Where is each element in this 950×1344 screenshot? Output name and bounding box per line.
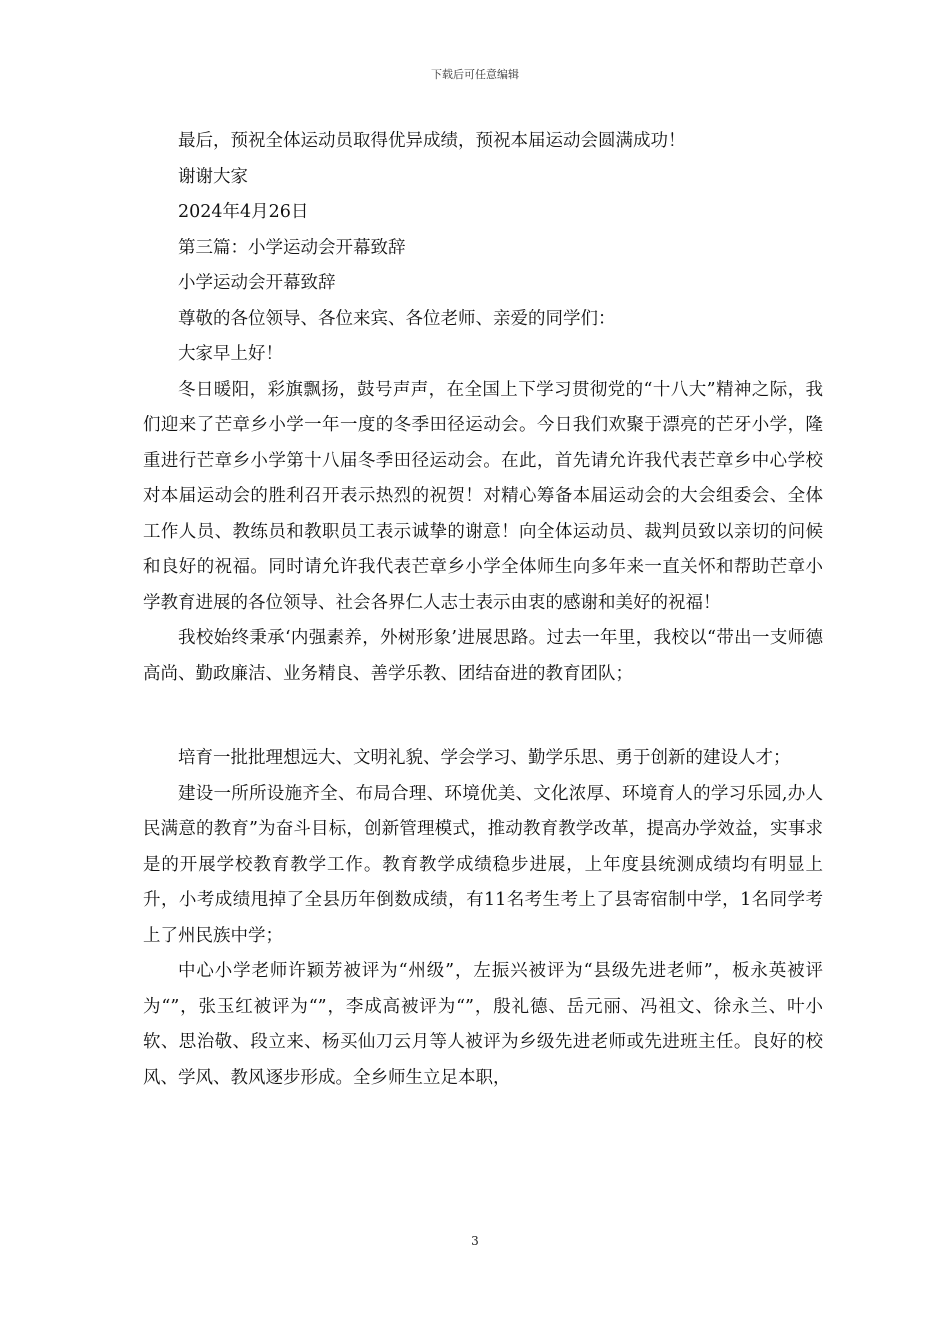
page-header-note: 下载后可任意编辑 [431, 68, 519, 81]
body-paragraph: 我校始终秉承‘内强素养，外树形象’进展思路。过去一年里，我校以“带出一支师德高尚、勤政廉洁、业务精良、善学乐教、团结奋进的教育团队； [143, 628, 823, 684]
document-body [143, 124, 823, 1096]
body-paragraph: 培育一批批理想远大、文明礼貌、学会学习、勤学乐思、勇于创新的建设人才； [178, 748, 791, 768]
body-paragraph: 中心小学老师许颖芳被评为“州级”，左振兴被评为“县级先进老师”，板永英被评为“”，张玉红被评为“”，李成高被评为“”，殷礼德、岳元丽、冯祖文、徐永兰、叶小软、思治敬、段立来、杨买仙刀云月等人被评为乡级先进老师或先进班主任。良好的校风、学风、教风逐步形成。全乡师生立足本职， [143, 961, 823, 1088]
body-paragraph: 建设一所所设施齐全、布局合理、环境优美、文化浓厚、环境育人的学习乐园,办人民满意的教育”为奋斗目标，创新管理模式，推动教育教学改革，提高办学效益，实事求是的开展学校教育教学工作。教育教学成绩稳步进展，上年度县统测成绩均有明显上升，小考成绩甩掉了全县历年倒数成绩，有11名考生考上了县寄宿制中学，1名同学考上了州民族中学； [143, 783, 823, 946]
date-line: 2024年4月26日 [178, 202, 309, 222]
closing-wish-paragraph: 最后，预祝全体运动员取得优异成绩，预祝本届运动会圆满成功！ [178, 131, 686, 151]
thanks-line: 谢谢大家 [178, 166, 248, 187]
body-paragraph: 冬日暖阳，彩旗飘扬，鼓号声声，在全国上下学习贯彻党的“十八大”精神之际，我们迎来了芒章乡小学一年一度的冬季田径运动会。今日我们欢聚于漂亮的芒牙小学，隆重进行芒章乡小学第十八届冬季田径运动会。在此，首先请允许我代表芒章乡中心学校对本届运动会的胜利召开表示热烈的祝贺！对精心筹备本届运动会的大会组委会、全体工作人员、教练员和教职员工表示诚挚的谢意！向全体运动员、裁判员致以亲切的问候和良好的祝福。同时请允许我代表芒章乡小学全体师生向多年来一直关怀和帮助芒章小学教育进展的各位领导、社会各界仁人志士表示由衷的感谢和美好的祝福！ [143, 379, 823, 613]
speech-title: 小学运动会开幕致辞 [178, 273, 336, 293]
page-number: 3 [471, 1234, 479, 1248]
salutation-line: 尊敬的各位领导、各位来宾、各位老师、亲爱的同学们： [178, 308, 616, 329]
section-heading: 第三篇：小学运动会开幕致辞 [178, 237, 406, 258]
paragraph-gap [143, 692, 823, 741]
greeting-line: 大家早上好！ [178, 344, 283, 364]
